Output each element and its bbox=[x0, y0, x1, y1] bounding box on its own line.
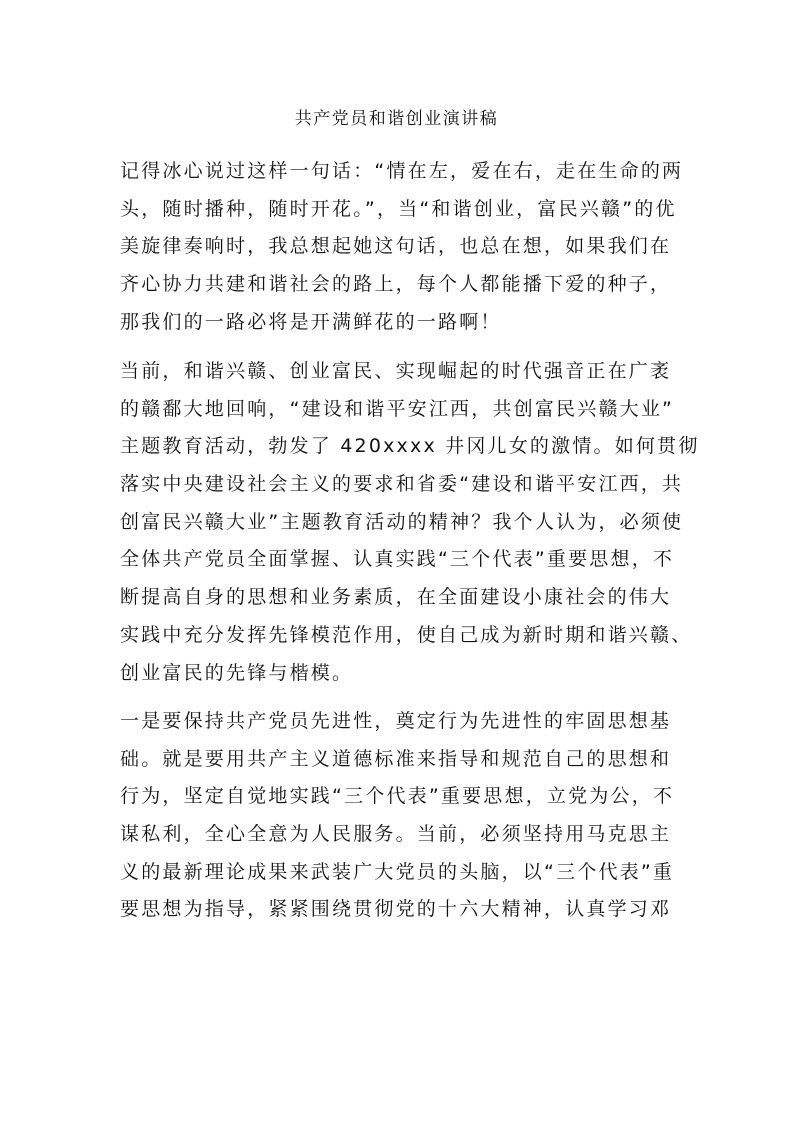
text-line: 主题教育活动，勃发了 420xxxx 井冈儿女的激情。如何贯彻 bbox=[120, 435, 700, 458]
text-line: 美旋律奏响时，我总想起她这句话，也总在想，如果我们在 bbox=[120, 235, 672, 258]
text-line: 谋私利，全心全意为人民服务。当前，必须坚持用马克思主 bbox=[120, 823, 672, 846]
text-line: 齐心协力共建和谐社会的路上，每个人都能播下爱的种子， bbox=[120, 273, 672, 296]
paragraph-2 bbox=[120, 353, 700, 692]
text-line: 创业富民的先锋与楷模。 bbox=[120, 661, 354, 684]
text-line: 断提高自身的思想和业务素质，在全面建设小康社会的伟大 bbox=[120, 586, 672, 609]
text-line: 一是要保持共产党员先进性，奠定行为先进性的牢固思想基 bbox=[120, 710, 672, 732]
text-line: 义的最新理论成果来武装广大党员的头脑，以“三个代表”重 bbox=[120, 860, 675, 883]
paragraph-1 bbox=[120, 153, 700, 341]
paragraph-3 bbox=[120, 703, 700, 929]
text-line: 创富民兴赣大业”主题教育活动的精神？我个人认为，必须使 bbox=[120, 510, 684, 533]
text-line: 记得冰心说过这样一句话：“情在左，爱在右，走在生命的两 bbox=[120, 160, 684, 182]
text-line: 那我们的一路必将是开满鲜花的一路啊！ bbox=[120, 310, 502, 333]
text-line: 头，随时播种，随时开花。”，当“和谐创业，富民兴赣”的优 bbox=[120, 197, 677, 220]
text-line: 当前，和谐兴赣、创业富民、实现崛起的时代强音正在广袤 bbox=[120, 360, 672, 382]
text-line: 的赣鄱大地回响，“建设和谐平安江西，共创富民兴赣大业” bbox=[120, 397, 675, 420]
text-line: 行为，坚定自觉地实践“三个代表”重要思想，立党为公，不 bbox=[120, 785, 675, 808]
text-line: 础。就是要用共产主义道德标准来指导和规范自己的思想和 bbox=[120, 747, 672, 770]
text-line: 要思想为指导，紧紧围绕贯彻党的十六大精神，认真学习邓 bbox=[120, 898, 672, 921]
text-line: 实践中充分发挥先锋模范作用，使自己成为新时期和谐兴赣、 bbox=[120, 623, 693, 646]
text-line: 全体共产党员全面掌握、认真实践“三个代表”重要思想，不 bbox=[120, 548, 675, 571]
text-line: 落实中央建设社会主义的要求和省委“建设和谐平安江西，共 bbox=[120, 473, 684, 496]
document-title: 共产党员和谐创业演讲稿 bbox=[294, 109, 499, 129]
